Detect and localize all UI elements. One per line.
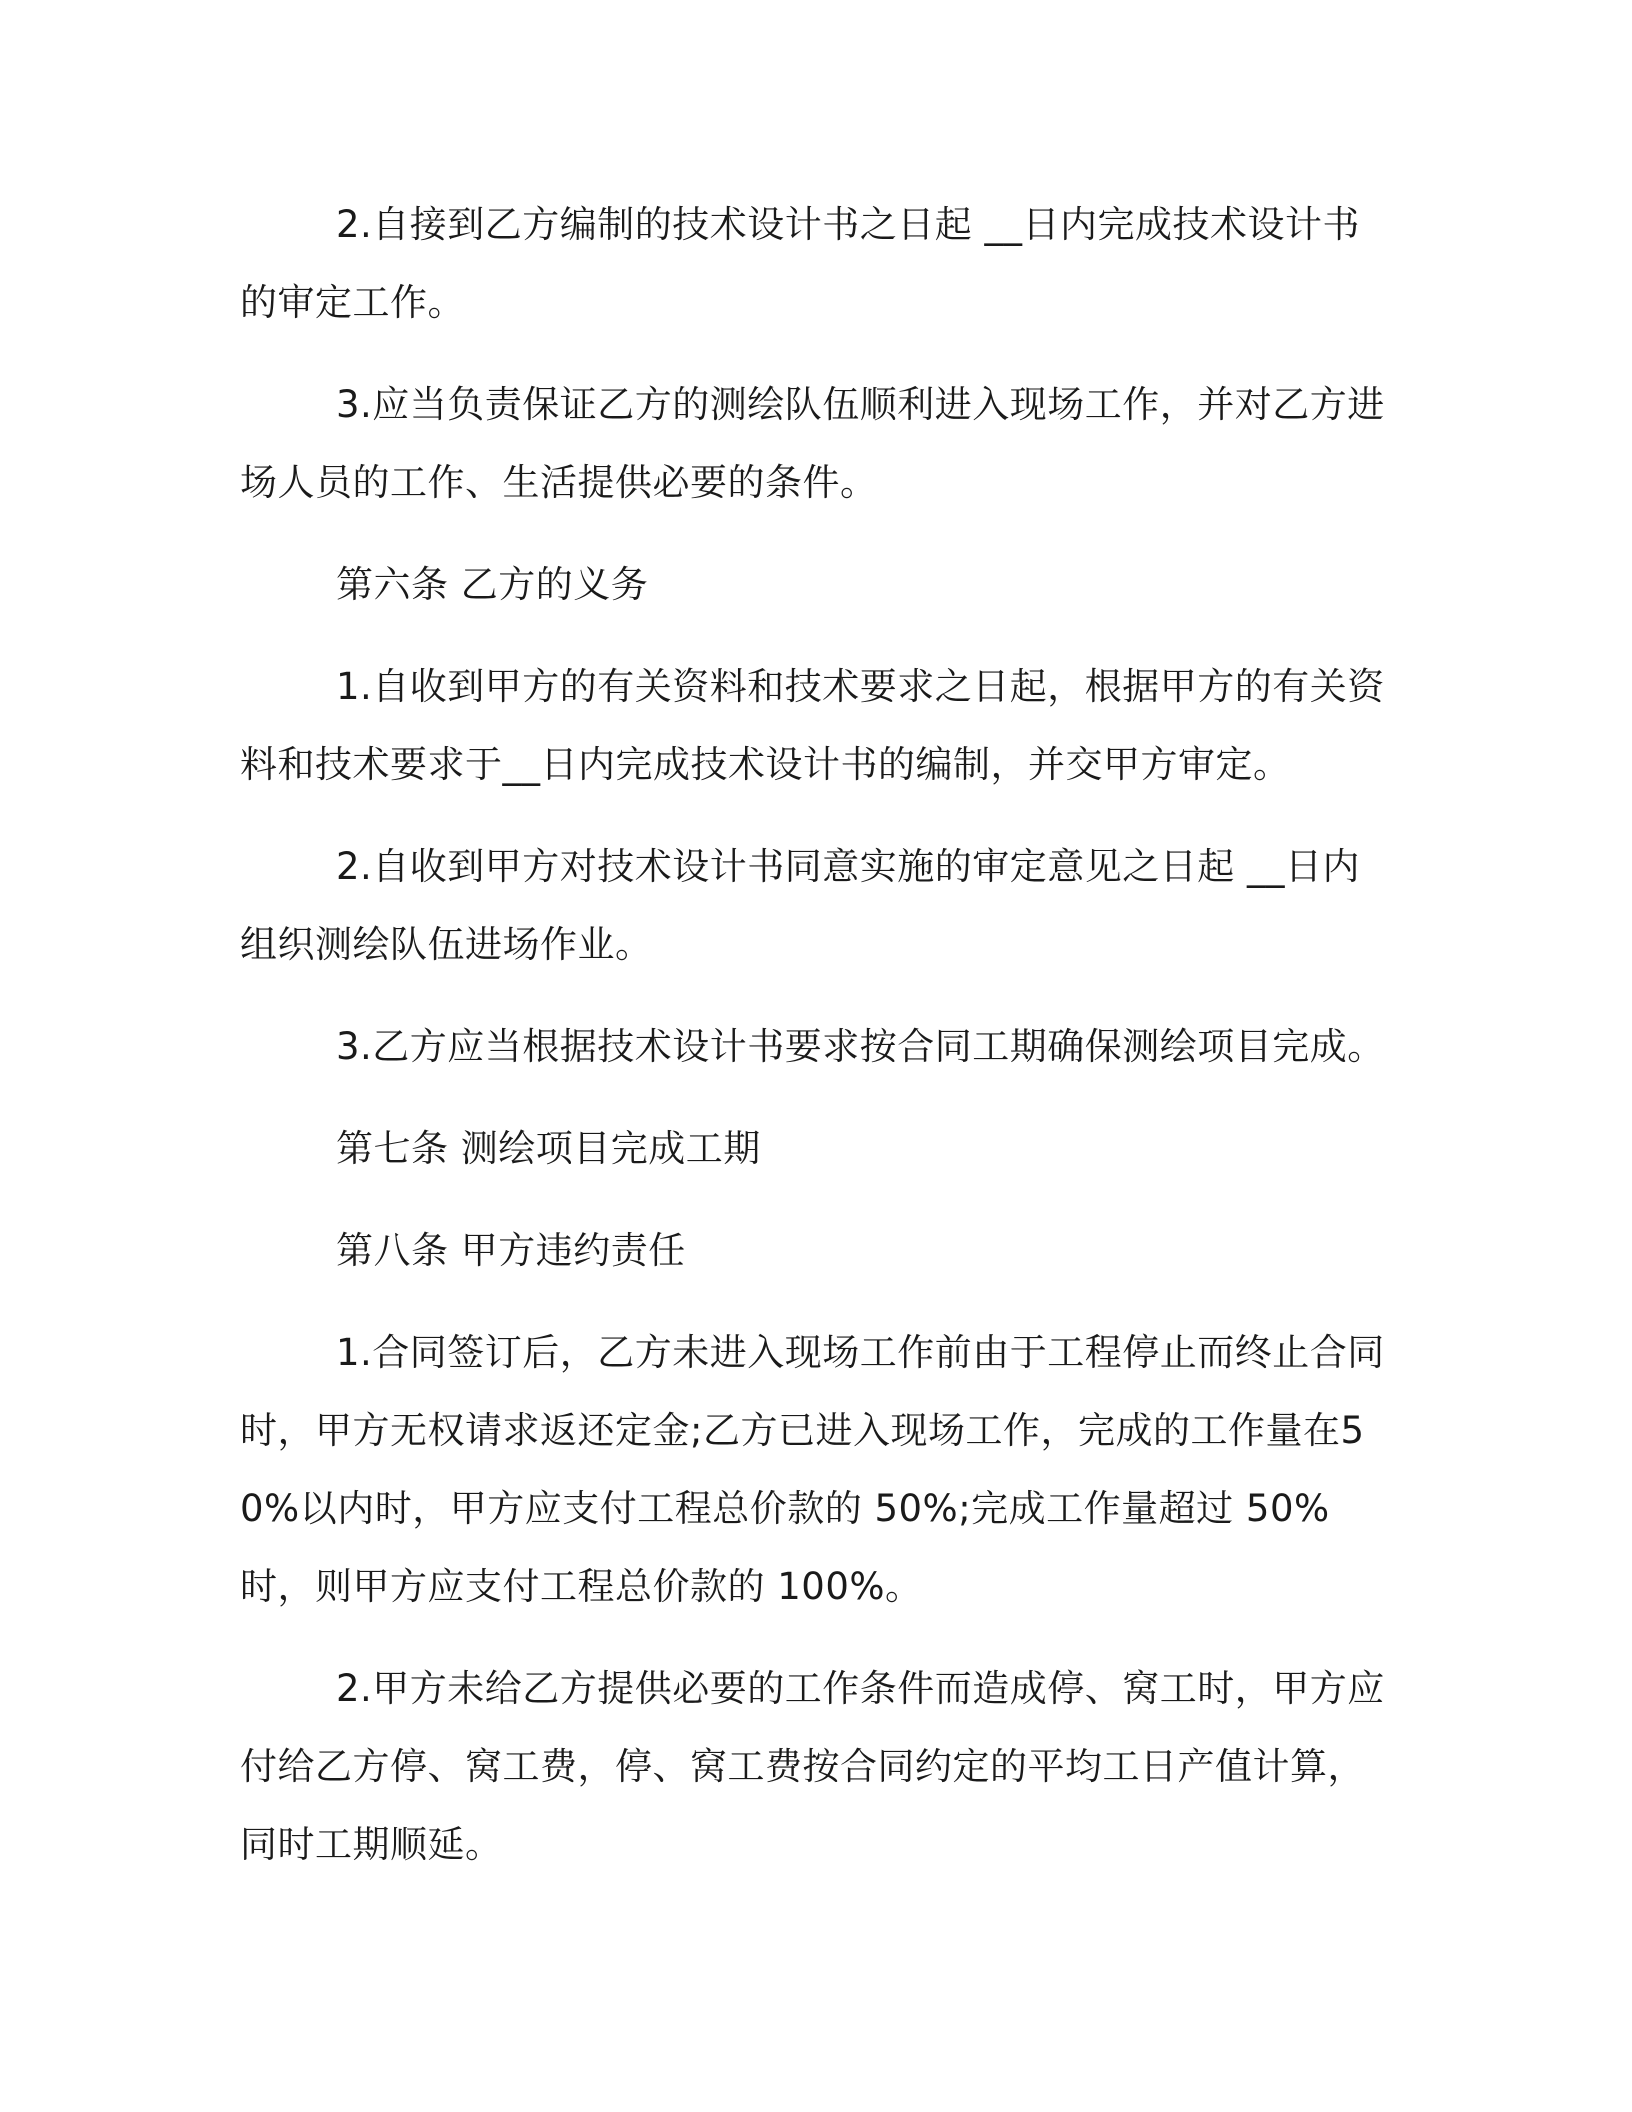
clause-item-1-design-prep: 1.自收到甲方的有关资料和技术要求之日起，根据甲方的有关资料和技术要求于__日内完成技术设计书的编制，并交甲方审定。	[240, 665, 1385, 786]
document-body	[240, 186, 1390, 1908]
clause-item-3-completion: 3.乙方应当根据技术设计书要求按合同工期确保测绘项目完成。	[336, 1025, 1385, 1068]
article-6-heading: 第六条 乙方的义务	[336, 563, 649, 606]
clause-item-3-site-access: 3.应当负责保证乙方的测绘队伍顺利进入现场工作，并对乙方进场人员的工作、生活提供必要的条件。	[240, 383, 1385, 504]
article-7-heading: 第七条 测绘项目完成工期	[336, 1127, 761, 1170]
clause-item-2-review: 2.自接到乙方编制的技术设计书之日起 __日内完成技术设计书的审定工作。	[240, 203, 1361, 324]
clause-item-2-mobilization: 2.自收到甲方对技术设计书同意实施的审定意见之日起 __日内组织测绘队伍进场作业。	[240, 845, 1361, 966]
clause-item-1-termination: 1.合同签订后，乙方未进入现场工作前由于工程停止而终止合同时，甲方无权请求返还定金;乙方已进入现场工作，完成的工作量在50%以内时，甲方应支付工程总价款的 50%;完成工作量超过 50%时，则甲方应支付工程总价款的 100%。	[240, 1331, 1385, 1608]
clause-item-2-idle-fee: 2.甲方未给乙方提供必要的工作条件而造成停、窝工时，甲方应付给乙方停、窝工费，停、窝工费按合同约定的平均工日产值计算，同时工期顺延。	[240, 1667, 1385, 1866]
article-8-heading: 第八条 甲方违约责任	[336, 1229, 686, 1272]
